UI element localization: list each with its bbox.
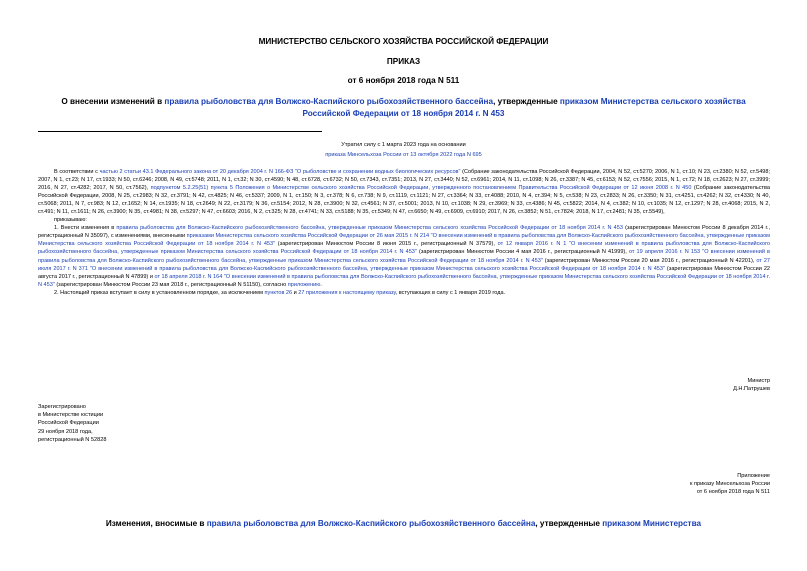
doc-type: ПРИКАЗ	[386, 57, 421, 66]
p3-link[interactable]: приложению	[287, 281, 321, 288]
registration-line: Российской Федерации	[38, 420, 99, 427]
signature-name: Д.Н.Патрушев	[733, 386, 770, 392]
p3-text: 1. Внести изменения в	[54, 225, 117, 232]
appendix-line: от 6 ноября 2018 года N 511	[696, 489, 770, 496]
p1-text: (Собрание законодательства Российской Федерации, 2008, N 25, ст.2983; N 32, ст.3791; N 42, ст.4825; N 46, ст.5337; 2009, N 1, ст.150; N 3, ст.378; N 6, ст.738; N 9, ст.1119, ст.1121; N 27, ст.3364; N 33, ст.4088; 2010, N 4, ст.394; N 5, ст.538; N 23, ст.2833; N 26, ст.3350; N 31, ст.4251, ст.4262; N 32, ст.4330; N 40, ст.5068; 2011, N 7, ст.983; N 12, ст.1652; N 14, ст.1935; N 18, ст.2649; N 22, ст.3179; N 36, ст.5154; 2012, N 28, ст.3900; N 32, ст.4561; N 37, ст.5001; 2013, N 10, ст.1038; N 29, ст.3969; N 33, ст.4386; N 45, ст.5822; 2014, N 4, ст.382; N 10, ст.1035; N 12, ст.1297; N 28, ст.4068; 2015, N 2, ст.491; N 11, ст.1611; N 26, ст.3900; N 35, ст.4981; N 38, ст.5297; N 47, ст.6603; 2016, N 2, ст.325; N 28, ст.4741; N 33, ст.5188; N 35, ст.5349; N 47, ст.6650; N 49, ст.6909, ст.6910; 2017, N 26, ст.3852; N 51, ст.7824; 2018, N 17, ст.2481; N 35, ст.5549),	[38, 185, 770, 216]
p3-text: (зарегистрирован Минюстом России 20 мая 2016 г., регистрационный N 42201),	[542, 257, 757, 264]
p3-link[interactable]: от 18 апреля 2018 г. N 164 "О внесении изменений в правила рыболовства для Волжско-Каспийского рыбохозяйственного бассейна, утвержденные приказом Министерства сельского хозяйства Российской Федерации от 18 ноября 2014 г. N 453"	[38, 273, 770, 288]
footer-link-order[interactable]: приказом Министерства	[602, 519, 702, 528]
p4-text: и	[292, 289, 299, 296]
p3-text: (зарегистрирован Минюстом России 8 декабря 2014 г., регистрационный N 35097), с изменениями, внесенными	[38, 225, 770, 240]
p3-link[interactable]: от 27 июля 2017 г. N 371 "О внесении изменений в правила рыболовства для Волжско-Каспийского рыбохозяйственного бассейна, утвержденные приказом Министерства сельского хозяйства Российской Федерации от 18 ноября 2014 г. N 453"	[38, 257, 770, 272]
lost-force-note	[0, 151, 807, 159]
doc-title	[45, 96, 762, 120]
appendix-line: Приложение	[737, 473, 770, 479]
footer-middle: , утвержденные	[535, 519, 603, 528]
order-body	[38, 168, 770, 297]
p4-text: , вступающих в силу с 1 января 2019 года.	[395, 289, 506, 296]
p4-link[interactable]: пунктов 26	[264, 289, 293, 296]
ministry-header: МИНИСТЕРСТВО СЕЛЬСКОГО ХОЗЯЙСТВА РОССИЙСКОЙ ФЕДЕРАЦИИ	[258, 37, 549, 46]
paragraph-item-2	[38, 289, 770, 297]
p1-text: (Собрание законодательства Российской Федерации, 2004, N 52, ст.5270; 2006, N 1, ст.10; N 23, ст.2380; N 52, ст.5498; 2007, N 1, ст.23; N 17, ст.1933; N 50, ст.6246; 2008, N 49, ст.5748; 2011, N 1, ст.32; N 30, ст.4590; N 48, ст.6728, ст.6732; N 50, ст.7343, ст.7351; 2013, N 27, ст.3440; N 52, ст.6961; 2014, N 11, ст.1098; N 26, ст.3387; N 45, ст.6153; N 52, ст.7556; 2015, N 1, ст.72; N 18, ст.2623; N 27, ст.3999; 2016, N 27, ст.4282; 2017, N 50, ст.7562),	[38, 169, 770, 192]
registration-line: регистрационный N 52828	[38, 436, 107, 443]
p1-text: В соответствии с	[54, 169, 100, 175]
title-prefix: О внесении изменений в	[61, 97, 165, 106]
p4-link[interactable]: 27 приложения к настоящему приказу	[298, 289, 396, 296]
appendix-line: к приказу Минсельхоза России	[690, 481, 770, 488]
registration-line: 29 ноября 2018 года,	[38, 428, 93, 435]
paragraph-item-1	[38, 224, 770, 288]
title-middle: , утвержденные	[493, 97, 560, 106]
appendix-title	[0, 518, 807, 529]
p3-link[interactable]: правила рыболовства для Волжско-Каспийского рыбохозяйственного бассейна, утвержденные приказом Министерства сельского хозяйства Российской Федерации от 18 ноября 2014 г. N 453	[116, 225, 623, 232]
title-divider	[38, 131, 322, 132]
registration-line: Зарегистрировано	[38, 404, 86, 410]
p3-text: (зарегистрирован Минюстом России 4 мая 2016 г., регистрационный N 41999),	[416, 249, 629, 256]
footer-link-rules[interactable]: правила рыболовства для Волжско-Каспийского рыбохозяйственного бассейна	[206, 519, 536, 528]
p1-link[interactable]: подпунктом 5.2.25(51) пункта 5 Положения о Министерстве сельского хозяйства Российской Федерации, утвержденного постановлением Правительства Российской Федерации от 12 июня 2008 г. N 450	[150, 185, 692, 192]
paragraph-order-word: приказываю:	[54, 217, 87, 224]
doc-date-number: от 6 ноября 2018 года N 511	[347, 76, 460, 85]
p3-link[interactable]: от 19 апреля 2016 г. N 153 "О внесении изменений в правила рыболовства для Волжско-Каспийского рыбохозяйственного бассейна, утвержденные приказом Министерства сельского хозяйства Российской Федерации от 18 ноября 2014 г. N 453"	[38, 249, 770, 264]
signature-role: Министр	[747, 378, 770, 384]
title-link-order[interactable]: приказом Министерства сельского хозяйства Российской Федерации от 18 ноября 2014 г. N 453	[302, 97, 746, 118]
p3-text: .	[320, 281, 322, 288]
appendix-block	[690, 472, 770, 497]
lost-force-link[interactable]: приказа Минсельхоза России от 13 октября 2022 года N 695	[325, 152, 482, 158]
p3-text: (зарегистрирован Минюстом России 8 июня 2015 г., регистрационный N 37579),	[275, 241, 498, 248]
signature-block	[733, 377, 770, 393]
paragraph-legal-basis	[38, 168, 770, 216]
p1-link[interactable]: частью 2 статьи 43.1 Федерального закона от 20 декабря 2004 г. N 166-ФЗ "О рыболовстве и сохранении водных биологических ресурсов"	[99, 169, 461, 175]
p3-link[interactable]: приказами Министерства сельского хозяйства Российской Федерации от 26 мая 2015 г. N 214 "О внесении изменений в правила рыболовства для Волжско-Каспийского рыбохозяйственного бассейна, утвержденные приказом Министерства сельского хозяйства Российской Федерации от 18 ноября 2014 г. N 453"	[38, 233, 770, 248]
lost-force-line1: Утратил силу с 1 марта 2023 года на основании	[341, 142, 466, 148]
registration-block	[38, 403, 106, 444]
registration-line: в Министерстве юстиции	[38, 412, 104, 419]
p4-text: 2. Настоящий приказ вступает в силу в установленном порядке, за исключением	[54, 289, 265, 296]
footer-prefix: Изменения, вносимые в	[105, 519, 207, 528]
p3-text: (зарегистрирован Минюстом России 22 августа 2017 г., регистрационный N 47899) и	[38, 265, 770, 280]
title-link-rules[interactable]: правила рыболовства для Волжско-Каспийского рыбохозяйственного бассейна	[164, 97, 494, 106]
p3-link[interactable]: от 12 января 2016 г. N 1 "О внесении изменений в правила рыболовства для Волжско-Каспийского рыбохозяйственного бассейна, утвержденные приказом Министерства сельского хозяйства Российской Федерации от 18 ноября 2014 г. N 453"	[38, 241, 770, 256]
p3-text: (зарегистрирован Минюстом России 23 мая 2018 г., регистрационный N 51150), согласно	[54, 281, 288, 288]
